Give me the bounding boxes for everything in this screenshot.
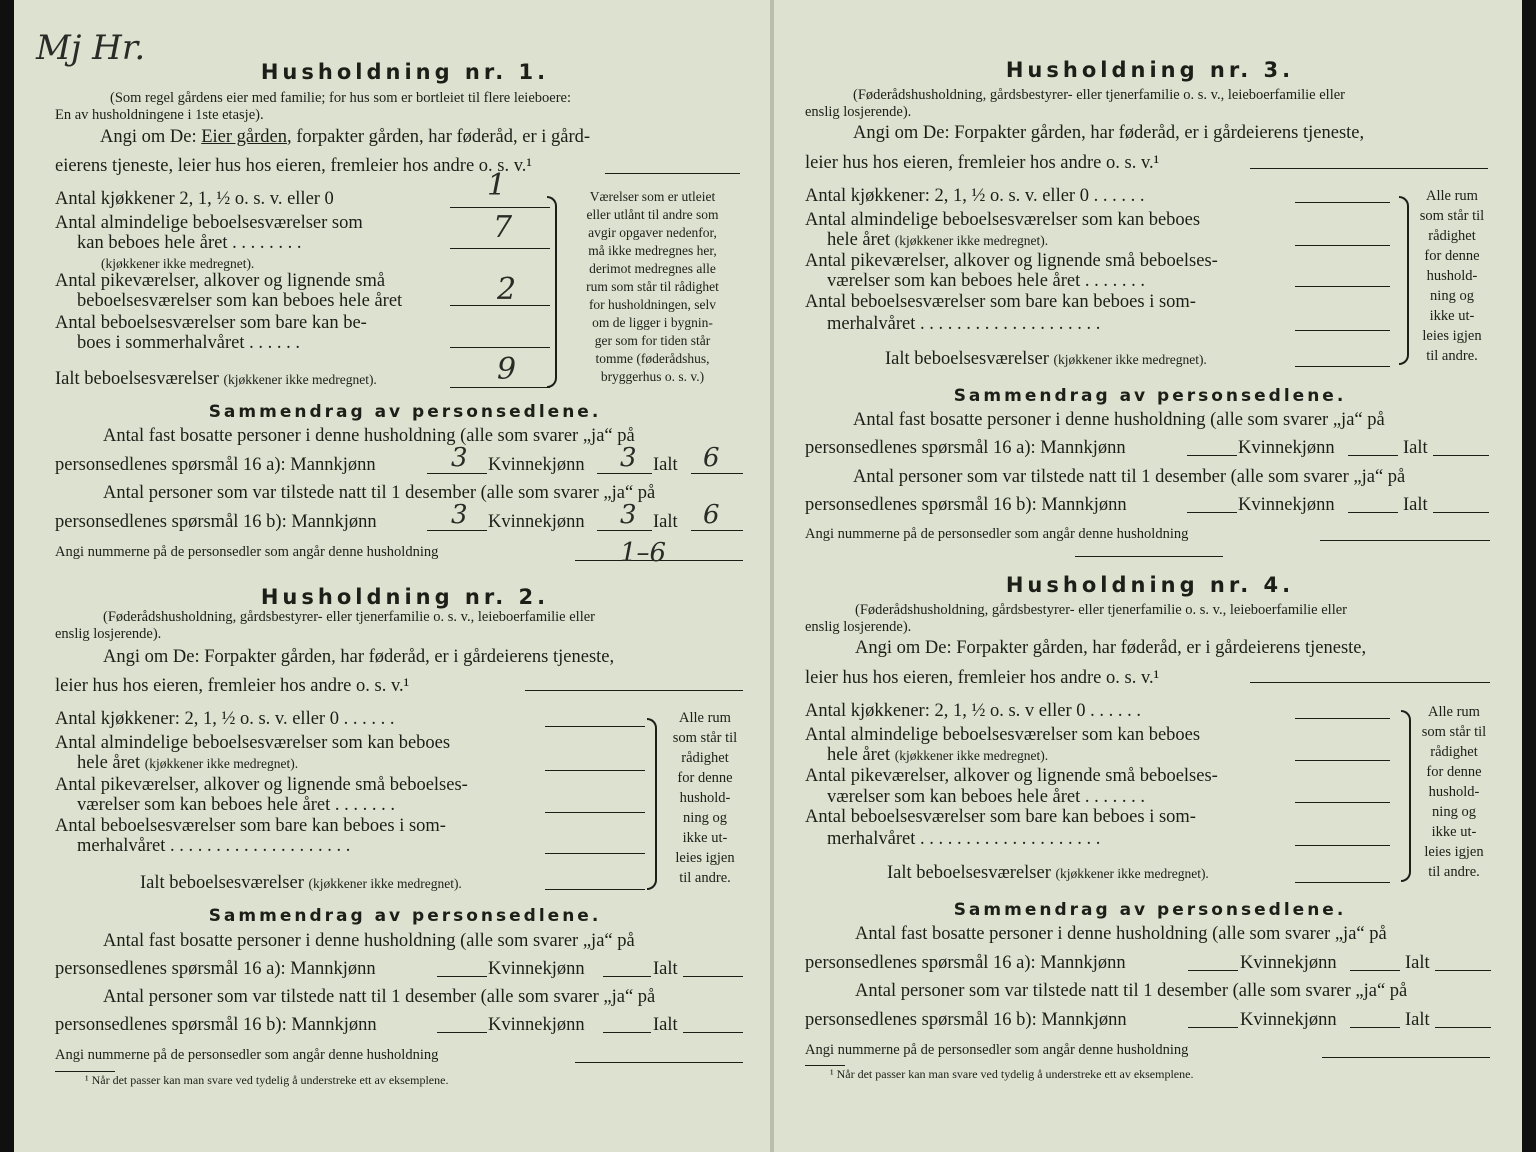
left-page: [55, 0, 755, 1152]
kitchens-line: [1295, 202, 1390, 203]
resident-label: Antal fast bosatte personer i denne husholdning (alle som svarer „ja“ på: [103, 426, 635, 446]
kitchens-label-text: Antal kjøkkener: 2, 1, ½ o. s. v. eller 0: [805, 186, 1089, 206]
resident-total-value[interactable]: 6: [703, 443, 720, 473]
resident-total-label: Ialt: [1405, 953, 1430, 973]
rule: [683, 1032, 743, 1033]
right-page: [805, 0, 1495, 1152]
side-brace: [547, 196, 557, 388]
present-total-label: Ialt: [1405, 1010, 1430, 1030]
maid-rooms-label-2-text: værelser som kan beboes hele året: [827, 787, 1081, 807]
maid-rooms-label-2: beboelsesværelser som kan beboes hele året: [77, 291, 403, 311]
rule: [603, 976, 651, 977]
present-male-value[interactable]: 3: [451, 500, 468, 530]
summer-rooms-label-2: boes i sommerhalvåret . . . . . .: [77, 333, 300, 353]
maid-rooms-label: Antal pikeværelser, alkover og lignende små beboelses-: [55, 775, 468, 795]
resident-label: Antal fast bosatte personer i denne husholdning (alle som svarer „ja“ på: [103, 931, 635, 951]
total-rooms-value[interactable]: 9: [497, 352, 517, 387]
present-label: Antal personer som var tilstede natt til 1 desember (alle som svarer „ja“ på: [103, 483, 656, 503]
total-label-note: (kjøkkener ikke medregnet).: [1055, 866, 1209, 881]
side-brace: [647, 718, 657, 890]
rooms-value[interactable]: 7: [493, 210, 513, 245]
resident-total-label: Ialt: [1403, 438, 1428, 458]
present-total-label: Ialt: [653, 512, 678, 532]
rule: [1350, 1027, 1400, 1028]
summer-rooms-label-2-text: merhalvåret: [827, 829, 916, 849]
rooms-label-2-text: hele året: [77, 753, 141, 773]
side-note: Værelser som er utleiet eller utlånt til andre som avgir opgaver nedenfor, må ikke medregnes her, derimot medregnes alle rum som står til rådighet for husholdningen, selv om de ligger i bygnin- ger som for tiden står tomme (føderådshus, bryggerhus o. s. v.): [586, 189, 719, 384]
total-label-text: Ialt beboelsesværelser: [140, 873, 304, 893]
household-2-note: (Føderådshusholdning, gårdsbestyrer- eller tjenerfamilie o. s. v., leieboerfamilie eller: [103, 609, 596, 625]
resident-male-value[interactable]: 3: [451, 443, 468, 473]
summer-rooms-line: [1295, 330, 1390, 331]
rooms-label-2-text: hele året: [827, 745, 891, 765]
total-label-text: Ialt beboelsesværelser: [885, 349, 1049, 369]
resident-female-label: Kvinnekjønn: [488, 455, 585, 475]
numbers-label: Angi nummerne på de personsedler som angår denne husholdning: [55, 1047, 439, 1063]
footnote: ¹ Når det passer kan man svare ved tydelig å understreke ett av eksemplene.: [85, 1073, 449, 1087]
total-rooms-line: [1295, 366, 1390, 367]
household-1-angi: [100, 126, 590, 148]
household-1-note: (Som regel gårdens eier med familie; for hus som er bortleiet til flere leieboere:: [110, 90, 572, 106]
kitchens-line: [450, 207, 550, 208]
rooms-line: [1295, 245, 1390, 246]
side-note: Alle rum som står til rådighet for denne hushold- ning og ikke ut- leies igjen til andre.: [1419, 188, 1485, 364]
kitchens-line: [545, 726, 645, 727]
rule: [1350, 970, 1400, 971]
household-3-note: (Føderådshusholdning, gårdsbestyrer- eller tjenerfamilie o. s. v., leieboerfamilie eller: [853, 87, 1346, 103]
household-3-angi-2: leier hus hos eieren, fremleier hos andre o. s. v.¹: [805, 153, 1160, 173]
rooms-label: Antal almindelige beboelsesværelser som kan beboes: [55, 733, 451, 753]
footnote-divider: [805, 1065, 845, 1066]
rule: [603, 1032, 651, 1033]
rooms-note: (kjøkkener ikke medregnet).: [144, 756, 299, 771]
household-4-title: Husholdning nr. 4.: [1005, 573, 1295, 597]
household-4-angi-2: leier hus hos eieren, fremleier hos andre o. s. v.¹: [805, 668, 1160, 688]
total-label-note: (kjøkkener ikke medregnet).: [308, 876, 462, 891]
rule: [1348, 512, 1398, 513]
angi-rest: , forpakter gården, har føderåd, er i gård-: [287, 127, 591, 147]
present-total-value[interactable]: 6: [703, 500, 720, 530]
household-4-angi: Angi om De: Forpakter gården, har føderåd, er i gårdeierens tjeneste,: [855, 638, 1367, 658]
resident-label: Antal fast bosatte personer i denne husholdning (alle som svarer „ja“ på: [853, 410, 1385, 430]
household-4-note: (Føderådshusholdning, gårdsbestyrer- eller tjenerfamilie o. s. v., leieboerfamilie eller: [855, 602, 1348, 618]
household-1-title: Husholdning nr. 1.: [260, 60, 550, 84]
maid-rooms-label-2-text: værelser som kan beboes hele året: [77, 795, 331, 815]
present-row-label: personsedlenes spørsmål 16 b): Mannkjønn: [805, 1010, 1127, 1030]
rooms-label: Antal almindelige beboelsesværelser som kan beboes: [805, 210, 1201, 230]
maid-rooms-line: [1295, 802, 1390, 803]
angi-answer-line: [605, 173, 740, 174]
present-row-label: personsedlenes spørsmål 16 b): Mannkjønn: [805, 495, 1127, 515]
rule: [691, 473, 743, 474]
rule: [1187, 512, 1237, 513]
right-scan-edge: [1522, 0, 1536, 1152]
footnote: ¹ Når det passer kan man svare ved tydelig å understreke ett av eksemplene.: [830, 1067, 1194, 1081]
section-divider: [1075, 556, 1223, 557]
household-2-note-2: enslig losjerende).: [55, 626, 162, 642]
numbers-line: [1322, 1057, 1490, 1058]
rule: [597, 473, 652, 474]
kitchens-label: Antal kjøkkener 2, 1, ½ o. s. v. eller 0: [55, 189, 334, 209]
rule: [1188, 1027, 1238, 1028]
angi-answer-line: [1250, 168, 1488, 169]
numbers-label: Angi nummerne på de personsedler som angår denne husholdning: [805, 526, 1189, 542]
maid-rooms-label-2: værelser som kan beboes hele året . . . . . . .: [77, 795, 396, 815]
rooms-label-2-text: hele året: [827, 230, 891, 250]
numbers-value[interactable]: 1–6: [620, 538, 667, 568]
resident-total-label: Ialt: [653, 455, 678, 475]
rooms-note: (kjøkkener ikke medregnet).: [894, 748, 1049, 763]
summer-rooms-label: Antal beboelsesværelser som bare kan beboes i som-: [805, 807, 1196, 827]
rule: [1433, 455, 1489, 456]
rooms-label-2: [827, 229, 1048, 252]
maid-rooms-label-2: værelser som kan beboes hele året . . . . . . .: [827, 271, 1146, 291]
total-rooms-label: [55, 368, 377, 391]
summer-rooms-label-2-text: merhalvåret: [77, 836, 166, 856]
summary-heading: Sammendrag av personsedlene.: [208, 402, 602, 422]
angi-answer-line: [525, 690, 743, 691]
rule: [1187, 455, 1237, 456]
angi-answer-line: [1250, 682, 1490, 683]
resident-row-label: personsedlenes spørsmål 16 a): Mannkjønn: [805, 438, 1126, 458]
summer-rooms-label: Antal beboelsesværelser som bare kan beboes i som-: [55, 816, 446, 836]
rule: [427, 530, 487, 531]
household-1-angi-2: eierens tjeneste, leier hus hos eieren, fremleier hos andre o. s. v.¹: [55, 156, 532, 176]
present-label: Antal personer som var tilstede natt til 1 desember (alle som svarer „ja“ på: [853, 467, 1406, 487]
total-rooms-label: [140, 872, 462, 895]
rooms-label-2-text: kan beboes hele året: [77, 233, 228, 253]
rooms-line: [1295, 760, 1390, 761]
rooms-note: (kjøkkener ikke medregnet).: [101, 256, 255, 271]
numbers-line: [575, 1062, 743, 1063]
rule: [427, 473, 487, 474]
total-rooms-line: [1295, 882, 1390, 883]
total-label-text: Ialt beboelsesværelser: [887, 863, 1051, 883]
rule: [1435, 1027, 1491, 1028]
present-female-value[interactable]: 3: [620, 500, 637, 530]
resident-row-label: personsedlenes spørsmål 16 a): Mannkjønn: [805, 953, 1126, 973]
margin-handwriting: Mj Hr.: [36, 28, 146, 68]
rule: [691, 530, 743, 531]
maid-rooms-line: [545, 812, 645, 813]
rule: [597, 530, 652, 531]
maid-rooms-value[interactable]: 2: [497, 272, 517, 307]
page-fold: [770, 0, 774, 1152]
rule: [1188, 970, 1238, 971]
side-note: Alle rum som står til rådighet for denne hushold- ning og ikke ut- leies igjen til andre.: [1421, 704, 1487, 880]
rooms-note: (kjøkkener ikke medregnet).: [894, 233, 1049, 248]
summary-heading: Sammendrag av personsedlene.: [953, 900, 1347, 920]
maid-rooms-label: Antal pikeværelser, alkover og lignende små beboelses-: [805, 251, 1218, 271]
maid-rooms-line: [1295, 286, 1390, 287]
summer-rooms-label-2: merhalvåret . . . . . . . . . . . . . . . . . . . .: [827, 829, 1101, 849]
numbers-line: [1320, 540, 1490, 541]
summer-rooms-line: [450, 347, 550, 348]
total-label-note: (kjøkkener ikke medregnet).: [223, 372, 377, 387]
selected-option-eier[interactable]: Eier gården: [201, 127, 288, 147]
resident-row-label: personsedlenes spørsmål 16 a): Mannkjønn: [55, 959, 376, 979]
rule: [437, 1032, 487, 1033]
rule: [437, 976, 487, 977]
present-label: Antal personer som var tilstede natt til 1 desember (alle som svarer „ja“ på: [103, 987, 656, 1007]
rule: [1348, 455, 1398, 456]
angi-prefix: Angi om De:: [100, 127, 197, 147]
summer-rooms-label: Antal beboelsesværelser som bare kan be-: [55, 313, 367, 333]
summer-rooms-label-2-text: merhalvåret: [827, 314, 916, 334]
numbers-label: Angi nummerne på de personsedler som angår denne husholdning: [805, 1042, 1189, 1058]
kitchens-value[interactable]: 1: [487, 168, 507, 203]
rooms-label: Antal almindelige beboelsesværelser som kan beboes: [805, 725, 1201, 745]
present-female-label: Kvinnekjønn: [488, 1015, 585, 1035]
maid-rooms-label: Antal pikeværelser, alkover og lignende små beboelses-: [805, 766, 1218, 786]
maid-rooms-label: Antal pikeværelser, alkover og lignende små: [55, 271, 386, 291]
resident-label: Antal fast bosatte personer i denne husholdning (alle som svarer „ja“ på: [855, 924, 1387, 944]
household-2-angi-2: leier hus hos eieren, fremleier hos andre o. s. v.¹: [55, 676, 410, 696]
total-rooms-label: [885, 348, 1207, 371]
kitchens-line: [1295, 718, 1390, 719]
rule: [1433, 512, 1489, 513]
summer-rooms-label-2: merhalvåret . . . . . . . . . . . . . . . . . . . .: [827, 314, 1101, 334]
rooms-label-2: [77, 752, 298, 775]
resident-female-label: Kvinnekjønn: [1240, 953, 1337, 973]
resident-row: [55, 454, 376, 476]
maid-rooms-label-2: værelser som kan beboes hele året . . . . . . .: [827, 787, 1146, 807]
present-row-label: personsedlenes spørsmål 16 b): Mannkjønn: [55, 1015, 377, 1035]
rooms-label-2: [827, 744, 1048, 767]
numbers-label: Angi nummerne på de personsedler som angår denne husholdning: [55, 544, 439, 560]
summer-rooms-label-2: merhalvåret . . . . . . . . . . . . . . . . . . . .: [77, 836, 351, 856]
total-rooms-label: [887, 862, 1209, 885]
rule: [683, 976, 743, 977]
summary-heading: Sammendrag av personsedlene.: [953, 386, 1347, 406]
present-row-label: personsedlenes spørsmål 16 b): Mannkjønn: [55, 512, 377, 532]
summer-rooms-line: [1295, 845, 1390, 846]
side-note: Alle rum som står til rådighet for denne hushold- ning og ikke ut- leies igjen til andre.: [672, 710, 738, 886]
kitchens-label-text: Antal kjøkkener: 2, 1, ½ o. s. v. eller 0: [55, 709, 339, 729]
present-total-label: Ialt: [1403, 495, 1428, 515]
household-2-angi: Angi om De: Forpakter gården, har føderåd, er i gårdeierens tjeneste,: [103, 647, 615, 667]
kitchens-label-text: Antal kjøkkener: 2, 1, ½ o. s. v eller 0: [805, 701, 1086, 721]
household-3-note-2: enslig losjerende).: [805, 104, 912, 120]
rooms-label-2: kan beboes hele året . . . . . . . .: [77, 233, 302, 253]
kitchens-label: Antal kjøkkener: 2, 1, ½ o. s. v. eller 0 . . . . . .: [55, 709, 395, 729]
rooms-label: Antal almindelige beboelsesværelser som: [55, 213, 363, 233]
present-female-label: Kvinnekjønn: [1240, 1010, 1337, 1030]
maid-rooms-label-2-text: værelser som kan beboes hele året: [827, 271, 1081, 291]
resident-row-label: personsedlenes spørsmål 16 a): Mannkjønn: [55, 455, 376, 475]
resident-female-label: Kvinnekjønn: [488, 959, 585, 979]
kitchens-label: Antal kjøkkener: 2, 1, ½ o. s. v eller 0 . . . . . .: [805, 701, 1142, 721]
total-rooms-line: [450, 387, 550, 388]
total-label-text: Ialt beboelsesværelser: [55, 369, 219, 389]
footnote-divider: [55, 1071, 115, 1072]
summer-rooms-label: Antal beboelsesværelser som bare kan beboes i som-: [805, 292, 1196, 312]
resident-female-label: Kvinnekjønn: [1238, 438, 1335, 458]
summer-rooms-line: [545, 853, 645, 854]
resident-female-value[interactable]: 3: [620, 443, 637, 473]
household-3-title: Husholdning nr. 3.: [1005, 58, 1295, 82]
present-label: Antal personer som var tilstede natt til 1 desember (alle som svarer „ja“ på: [855, 981, 1408, 1001]
household-4-note-2: enslig losjerende).: [805, 619, 912, 635]
summary-heading: Sammendrag av personsedlene.: [208, 906, 602, 926]
summer-rooms-label-2-text: boes i sommerhalvåret: [77, 333, 245, 353]
household-1-note-2: En av husholdningene i 1ste etasje).: [55, 107, 264, 123]
present-female-label: Kvinnekjønn: [488, 512, 585, 532]
present-total-label: Ialt: [653, 1015, 678, 1035]
rule: [1435, 970, 1491, 971]
total-label-note: (kjøkkener ikke medregnet).: [1053, 352, 1207, 367]
total-rooms-line: [545, 889, 645, 890]
resident-total-label: Ialt: [653, 959, 678, 979]
household-3-angi: Angi om De: Forpakter gården, har føderåd, er i gårdeierens tjeneste,: [853, 123, 1365, 143]
present-female-label: Kvinnekjønn: [1238, 495, 1335, 515]
kitchens-label: Antal kjøkkener: 2, 1, ½ o. s. v. eller 0 . . . . . .: [805, 186, 1145, 206]
rooms-line: [545, 770, 645, 771]
left-scan-edge: [0, 0, 14, 1152]
household-2-title: Husholdning nr. 2.: [260, 585, 550, 609]
rooms-line: [450, 248, 550, 249]
